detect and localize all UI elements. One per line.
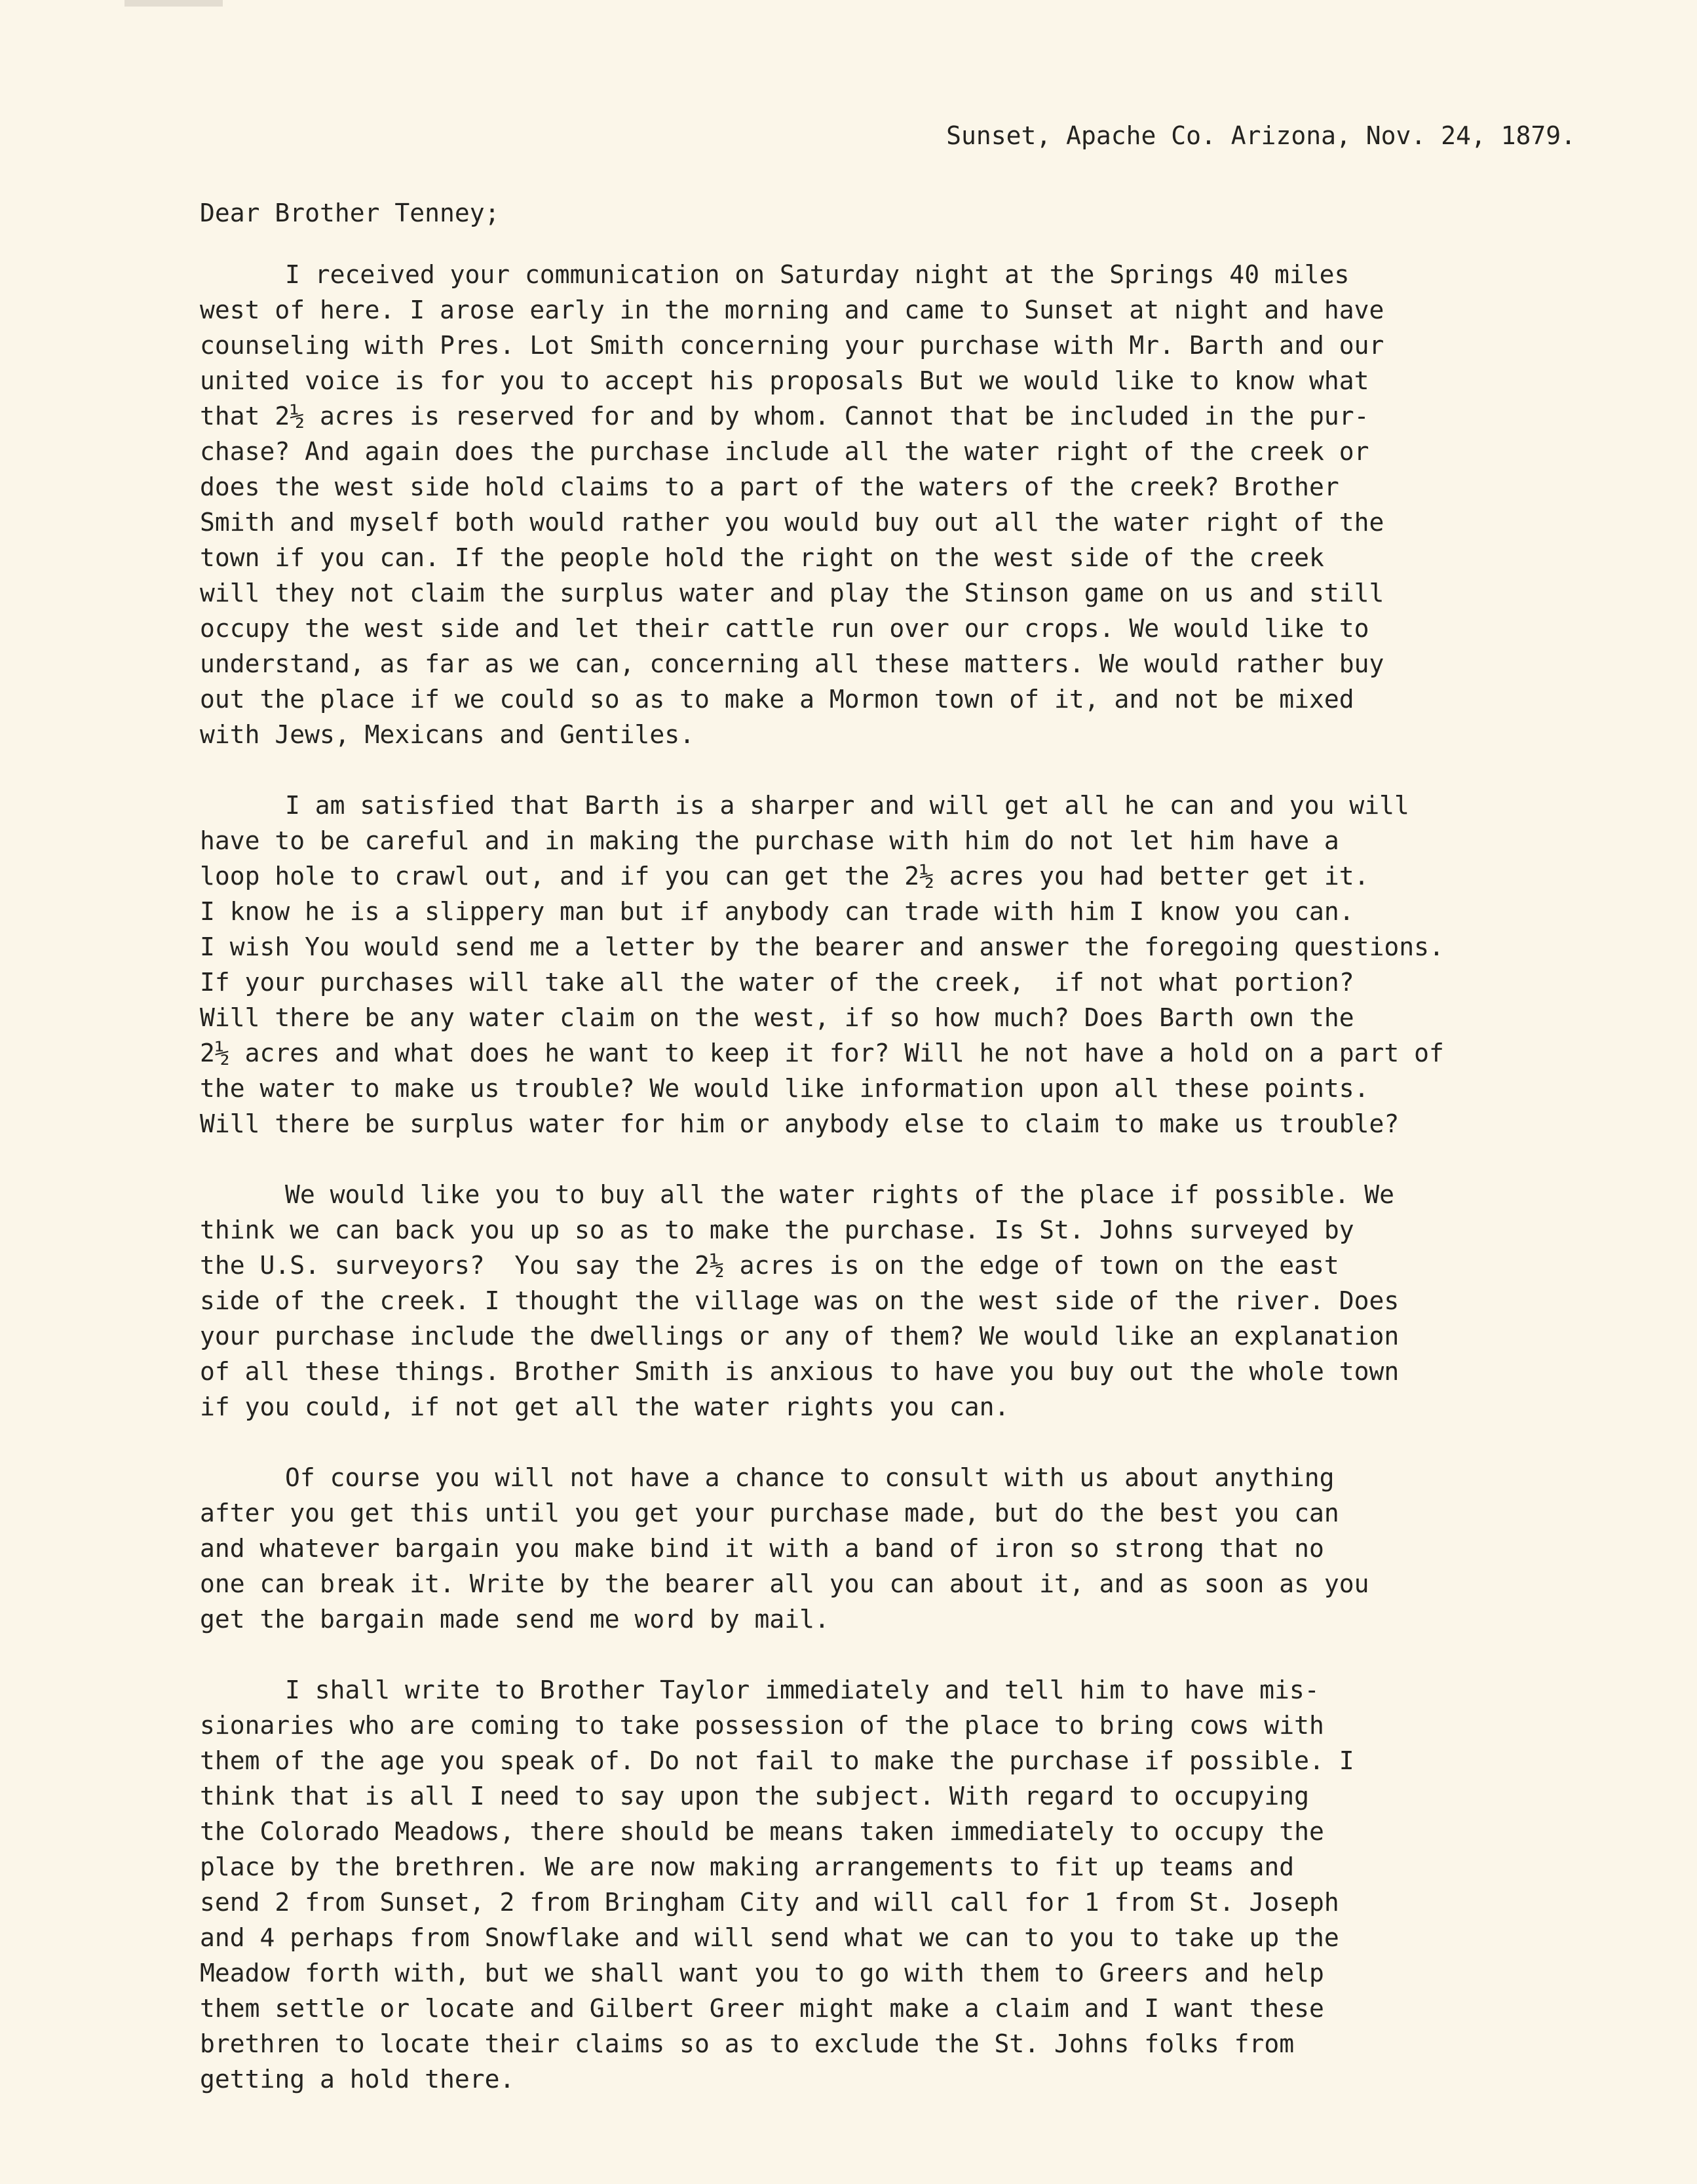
text-line: counseling with Pres. Lot Smith concerning your purchase with Mr. Barth and our [200,331,1384,360]
text-line: of all these things. Brother Smith is anxious to have you buy out the whole town [200,1357,1400,1386]
text-line: if you could, if not get all the water rights you can. [200,1392,1010,1421]
paragraph-2 [200,788,1602,1141]
text-line: We would like you to buy all the water rights of the place if possible. We [285,1180,1394,1209]
text-line: the U.S. surveyors? You say the 2½ acres is on the edge of town on the east [200,1251,1339,1280]
letter-body [200,118,1602,2097]
text-line: Will there be surplus water for him or anybody else to claim to make us trouble? [200,1109,1400,1138]
text-line: 2½ acres and what does he want to keep it for? Will he not have a hold on a part of [200,1039,1444,1067]
text-line: understand, as far as we can, concerning all these matters. We would rather buy [200,649,1384,678]
text-line: does the west side hold claims to a part of the waters of the creek? Brother [200,472,1339,501]
text-line: have to be careful and in making the purchase with him do not let him have a [200,826,1339,855]
text-line: getting a hold there. [200,2065,515,2094]
text-line: sionaries who are coming to take possession of the place to bring cows with [200,1711,1324,1740]
text-line: west of here. I arose early in the morning and came to Sunset at night and have [200,296,1384,324]
text-line: Smith and myself both would rather you would buy out all the water right of the [200,508,1384,537]
text-line: that 2½ acres is reserved for and by whom. Cannot that be included in the pur- [200,402,1369,431]
text-line: get the bargain made send me word by mail. [200,1605,829,1634]
text-line: and 4 perhaps from Snowflake and will send what we can to you to take up the [200,1923,1339,1952]
text-line: side of the creek. I thought the village was on the west side of the river. Does [200,1286,1400,1315]
text-line: the water to make us trouble? We would like information upon all these points. [200,1074,1369,1103]
text-line: Meadow forth with, but we shall want you to go with them to Greers and help [200,1959,1324,1987]
text-line: united voice is for you to accept his proposals But we would like to know what [200,366,1369,395]
text-line: after you get this until you get your purchase made, but do the best you can [200,1499,1339,1527]
text-line: the Colorado Meadows, there should be means taken immediately to occupy the [200,1817,1324,1846]
text-line: your purchase include the dwellings or any of them? We would like an explanation [200,1322,1400,1351]
text-line: them of the age you speak of. Do not fail to make the purchase if possible. I [200,1746,1354,1775]
text-line: Of course you will not have a chance to consult with us about anything [285,1463,1335,1492]
text-line: occupy the west side and let their cattle run over our crops. We would like to [200,614,1369,643]
text-line: chase? And again does the purchase include all the water right of the creek or [200,437,1369,466]
text-line: If your purchases will take all the water of the creek, if not what portion? [200,968,1354,997]
dateline: Sunset, Apache Co. Arizona, Nov. 24, 1879. [946,121,1576,150]
text-line: with Jews, Mexicans and Gentiles. [200,720,695,749]
text-line: them settle or locate and Gilbert Greer might make a claim and I want these [200,1994,1324,2023]
text-line: brethren to locate their claims so as to exclude the St. Johns folks from [200,2029,1295,2058]
paragraph-4 [200,1460,1602,1637]
text-line: and whatever bargain you make bind it with a band of iron so strong that no [200,1534,1324,1563]
text-line: think we can back you up so as to make the purchase. Is St. Johns surveyed by [200,1216,1354,1244]
text-line: I wish You would send me a letter by the bearer and answer the foregoing questions. [200,932,1444,961]
paragraph-1 [200,257,1602,752]
text-line: Will there be any water claim on the west, if so how much? Does Barth own the [200,1003,1354,1032]
paragraph-5 [200,1672,1602,2097]
text-line: I am satisfied that Barth is a sharper and will get all he can and you will [285,791,1409,820]
salutation: Dear Brother Tenney; [200,199,500,227]
text-line: think that is all I need to say upon the subject. With regard to occupying [200,1782,1309,1810]
text-line: send 2 from Sunset, 2 from Bringham City and will call for 1 from St. Joseph [200,1888,1339,1917]
text-line: loop hole to crawl out, and if you can get the 2½ acres you had better get it. [200,862,1369,891]
text-line: place by the brethren. We are now making arrangements to fit up teams and [200,1852,1295,1881]
text-line: one can break it. Write by the bearer all you can about it, and as soon as you [200,1569,1369,1598]
text-line: town if you can. If the people hold the right on the west side of the creek [200,543,1324,572]
paragraph-3 [200,1177,1602,1425]
text-line: out the place if we could so as to make a Mormon town of it, and not be mixed [200,685,1354,714]
text-line: I shall write to Brother Taylor immediately and tell him to have mis- [285,1676,1320,1704]
scan-edge-mark [124,0,223,7]
text-line: I received your communication on Saturday night at the Springs 40 miles [285,260,1350,289]
text-line: I know he is a slippery man but if anybody can trade with him I know you can. [200,897,1354,926]
text-line: will they not claim the surplus water and play the Stinson game on us and still [200,579,1384,607]
